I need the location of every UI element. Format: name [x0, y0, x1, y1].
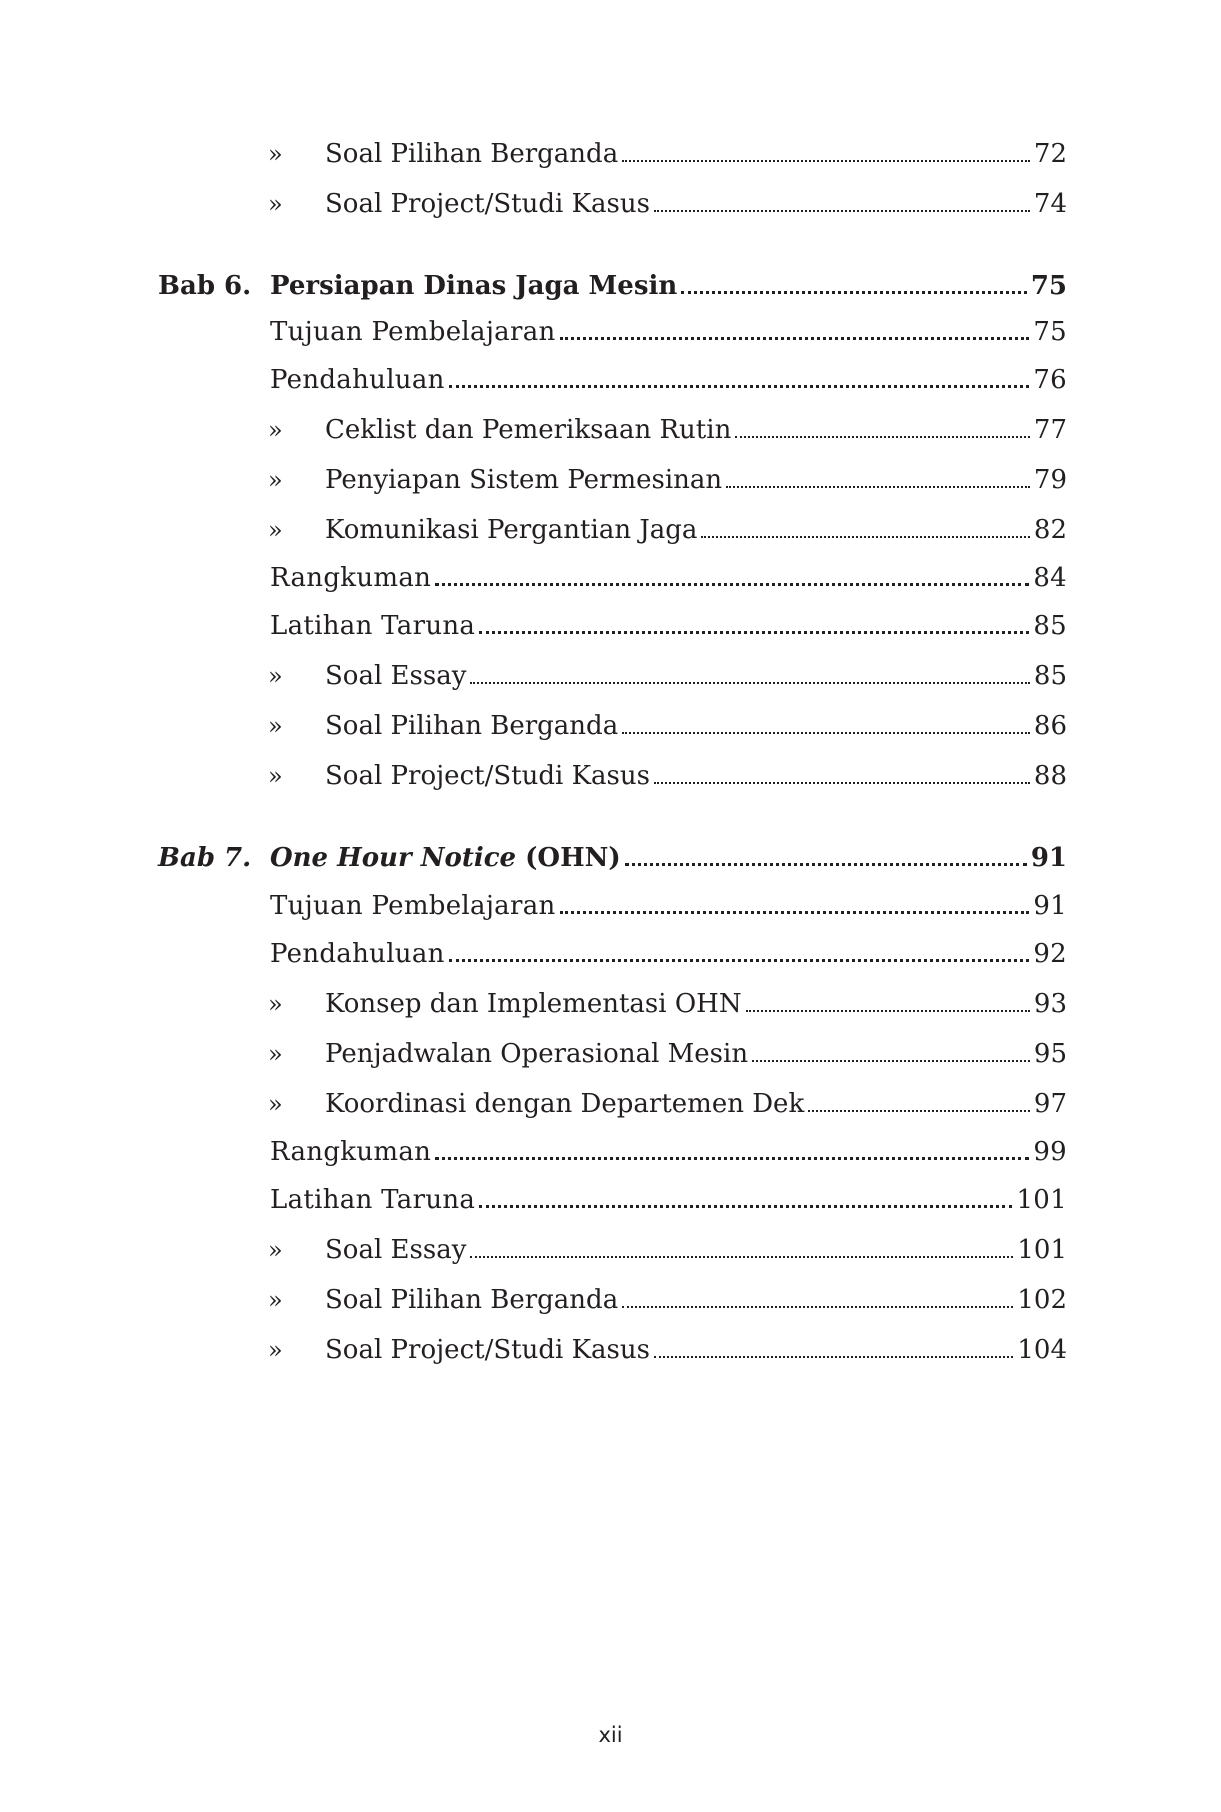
bullet-icon: »	[268, 1090, 283, 1118]
dot-leader	[654, 782, 1030, 784]
entry-page: 99	[1033, 1137, 1067, 1167]
entry-title: Soal Essay	[325, 661, 467, 691]
bullet-icon: »	[268, 990, 283, 1018]
entry-title: Soal Project/Studi Kasus	[325, 189, 650, 219]
toc-section[interactable]	[0, 310, 1221, 354]
toc-section[interactable]	[0, 884, 1221, 928]
dot-leader	[622, 160, 1030, 162]
chapter-title: Persiapan Dinas Jaga Mesin	[270, 271, 678, 301]
section-title: Latihan Taruna	[270, 1185, 476, 1215]
dot-leader	[654, 1356, 1013, 1358]
dot-leader	[654, 210, 1030, 212]
entry-title: Penjadwalan Operasional Mesin	[325, 1039, 749, 1069]
chapter-number: Bab 7.	[158, 843, 252, 873]
dot-leader	[625, 863, 1027, 866]
section-title: Tujuan Pembelajaran	[270, 317, 556, 347]
dot-leader	[622, 1306, 1013, 1308]
toc-entry[interactable]	[0, 408, 1221, 452]
entry-title: Penyiapan Sistem Permesinan	[325, 465, 723, 495]
entry-page: 85	[1033, 661, 1067, 691]
entry-title: Soal Project/Studi Kasus	[325, 761, 650, 791]
chapter-number: Bab 6.	[158, 271, 252, 301]
entry-page: 93	[1033, 989, 1067, 1019]
dot-leader	[435, 583, 1029, 586]
section-title: Rangkuman	[270, 1137, 432, 1167]
dot-leader	[808, 1110, 1030, 1112]
dot-leader	[560, 911, 1030, 914]
bullet-icon: »	[268, 1286, 283, 1314]
entry-page: 101	[1016, 1185, 1067, 1215]
entry-page: 75	[1030, 271, 1067, 301]
dot-leader	[449, 959, 1030, 962]
entry-page: 91	[1030, 843, 1067, 873]
dot-leader	[470, 1256, 1013, 1258]
entry-page: 77	[1033, 415, 1067, 445]
entry-page: 76	[1033, 365, 1067, 395]
entry-page: 88	[1033, 761, 1067, 791]
entry-page: 82	[1033, 515, 1067, 545]
entry-title: Soal Pilihan Berganda	[325, 1285, 619, 1315]
toc-entry[interactable]	[0, 704, 1221, 748]
bullet-icon: »	[268, 466, 283, 494]
entry-page: 95	[1033, 1039, 1067, 1069]
section-title: Latihan Taruna	[270, 611, 476, 641]
dot-leader	[622, 732, 1030, 734]
chapter-title	[270, 836, 621, 880]
chapter-title-italic: One Hour Notice	[270, 843, 517, 873]
toc-section[interactable]	[0, 604, 1221, 648]
toc-entry[interactable]	[0, 182, 1221, 226]
bullet-icon: »	[268, 662, 283, 690]
dot-leader	[681, 291, 1027, 294]
bullet-icon: »	[268, 712, 283, 740]
dot-leader	[470, 682, 1030, 684]
section-title: Pendahuluan	[270, 939, 445, 969]
dot-leader	[560, 337, 1030, 340]
bullet-icon: »	[268, 1236, 283, 1264]
entry-title: Komunikasi Pergantian Jaga	[325, 515, 698, 545]
entry-page: 91	[1033, 891, 1067, 921]
entry-page: 86	[1033, 711, 1067, 741]
page-number: xii	[598, 1723, 623, 1747]
bullet-icon: »	[268, 190, 283, 218]
toc-entry[interactable]	[0, 1228, 1221, 1272]
entry-page: 102	[1017, 1285, 1067, 1315]
entry-title: Koordinasi dengan Departemen Dek	[325, 1089, 805, 1119]
toc-entry[interactable]	[0, 458, 1221, 502]
toc-section[interactable]	[0, 1130, 1221, 1174]
dot-leader	[746, 1010, 1030, 1012]
bullet-icon: »	[268, 516, 283, 544]
toc-entry[interactable]	[0, 982, 1221, 1026]
dot-leader	[752, 1060, 1030, 1062]
section-title: Pendahuluan	[270, 365, 445, 395]
dot-leader	[479, 1205, 1012, 1208]
entry-page: 79	[1033, 465, 1067, 495]
toc-entry[interactable]	[0, 1082, 1221, 1126]
toc-section[interactable]	[0, 932, 1221, 976]
entry-page: 84	[1033, 563, 1067, 593]
bullet-icon: »	[268, 762, 283, 790]
chapter-title-suffix: (OHN)	[516, 843, 621, 873]
toc-section[interactable]	[0, 556, 1221, 600]
entry-title: Soal Essay	[325, 1235, 467, 1265]
bullet-icon: »	[268, 1336, 283, 1364]
toc-chapter[interactable]	[0, 836, 1221, 880]
entry-title: Ceklist dan Pemeriksaan Rutin	[325, 415, 732, 445]
section-title: Rangkuman	[270, 563, 432, 593]
toc-chapter[interactable]	[0, 264, 1221, 308]
entry-page: 97	[1033, 1089, 1067, 1119]
entry-title: Soal Pilihan Berganda	[325, 139, 619, 169]
entry-page: 72	[1033, 139, 1067, 169]
bullet-icon: »	[268, 140, 283, 168]
section-title: Tujuan Pembelajaran	[270, 891, 556, 921]
toc-entry[interactable]	[0, 508, 1221, 552]
toc-entry[interactable]	[0, 1278, 1221, 1322]
toc-entry[interactable]	[0, 132, 1221, 176]
toc-entry[interactable]	[0, 1328, 1221, 1372]
entry-title: Konsep dan Implementasi OHN	[325, 989, 742, 1019]
entry-page: 85	[1033, 611, 1067, 641]
entry-title: Soal Project/Studi Kasus	[325, 1335, 650, 1365]
toc-entry[interactable]	[0, 754, 1221, 798]
entry-page: 101	[1017, 1235, 1067, 1265]
dot-leader	[479, 631, 1029, 634]
dot-leader	[449, 385, 1030, 388]
dot-leader	[701, 536, 1030, 538]
bullet-icon: »	[268, 416, 283, 444]
toc-section[interactable]	[0, 1178, 1221, 1222]
toc-entry[interactable]	[0, 1032, 1221, 1076]
toc-section[interactable]	[0, 358, 1221, 402]
dot-leader	[735, 436, 1030, 438]
dot-leader	[435, 1157, 1029, 1160]
dot-leader	[726, 486, 1030, 488]
entry-page: 104	[1017, 1335, 1067, 1365]
toc-entry[interactable]	[0, 654, 1221, 698]
entry-page: 74	[1033, 189, 1067, 219]
entry-title: Soal Pilihan Berganda	[325, 711, 619, 741]
entry-page: 75	[1033, 317, 1067, 347]
bullet-icon: »	[268, 1040, 283, 1068]
entry-page: 92	[1033, 939, 1067, 969]
